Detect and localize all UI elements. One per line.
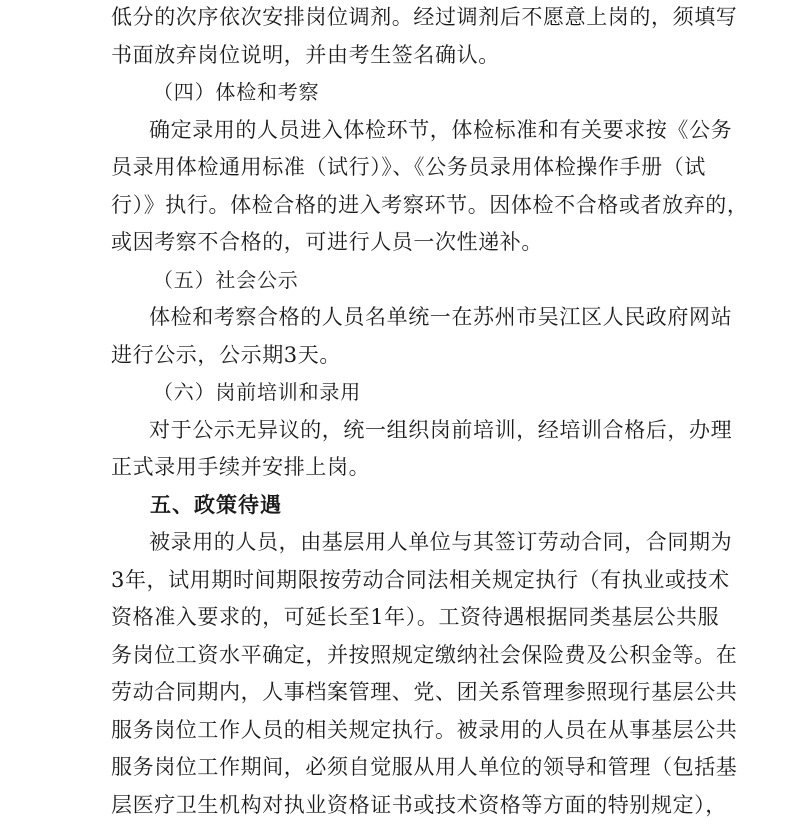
paragraph-line: 被录用的人员，由基层用人单位与其签订劳动合同，合同期为: [149, 530, 733, 554]
paragraph-line: 3年，试用期时间期限按劳动合同法相关规定执行（有执业或技术: [111, 567, 730, 592]
paragraph-line: 进行公示，公示期3天。: [111, 342, 341, 367]
paragraph-line: 资格准入要求的，可延长至1年）。工资待遇根据同类基层公共服: [111, 605, 720, 629]
paragraph-line: 体检和考察合格的人员名单统一在苏州市吴江区人民政府网站: [149, 305, 733, 329]
section-subheading-5: （五）社会公示: [153, 267, 299, 292]
section-subheading-4: （四）体检和考察: [153, 80, 320, 104]
paragraph-line: 行）》执行。体检合格的进入考察环节。因体检不合格或者放弃的，: [111, 192, 749, 217]
paragraph-line: 务岗位工资水平确定，并按照规定缴纳社会保险费及公积金等。在: [111, 642, 738, 667]
paragraph-line: 对于公示无异议的，统一组织岗前培训，经培训合格后，办理: [149, 417, 733, 442]
paragraph-line: 员录用体检通用标准（试行）》、《公务员录用体检操作手册（试: [111, 155, 706, 179]
paragraph-line: 书面放弃岗位说明，并由考生签名确认。: [111, 42, 500, 67]
section-heading-5: 五、政策待遇: [150, 492, 282, 517]
paragraph-line: 低分的次序依次安排岗位调剂。经过调剂后不愿意上岗的，须填写: [111, 5, 738, 29]
paragraph-line: 服务岗位工作期间，必须自觉服从用人单位的领导和管理（包括基: [111, 755, 738, 779]
paragraph-line: 服务岗位工作人员的相关规定执行。被录用的人员在从事基层公共: [111, 717, 738, 742]
paragraph-line: 或因考察不合格的，可进行人员一次性递补。: [111, 230, 543, 254]
paragraph-line: 劳动合同期内，人事档案管理、党、团关系管理参照现行基层公共: [111, 680, 738, 704]
paragraph-line: 确定录用的人员进入体检环节，体检标准和有关要求按《公务: [149, 117, 733, 142]
paragraph-line: 正式录用手续并安排上岗。: [111, 455, 371, 479]
section-subheading-6: （六）岗前培训和录用: [153, 380, 361, 404]
paragraph-line: 层医疗卫生机构对执业资格证书或技术资格等方面的特别规定），: [111, 792, 727, 817]
